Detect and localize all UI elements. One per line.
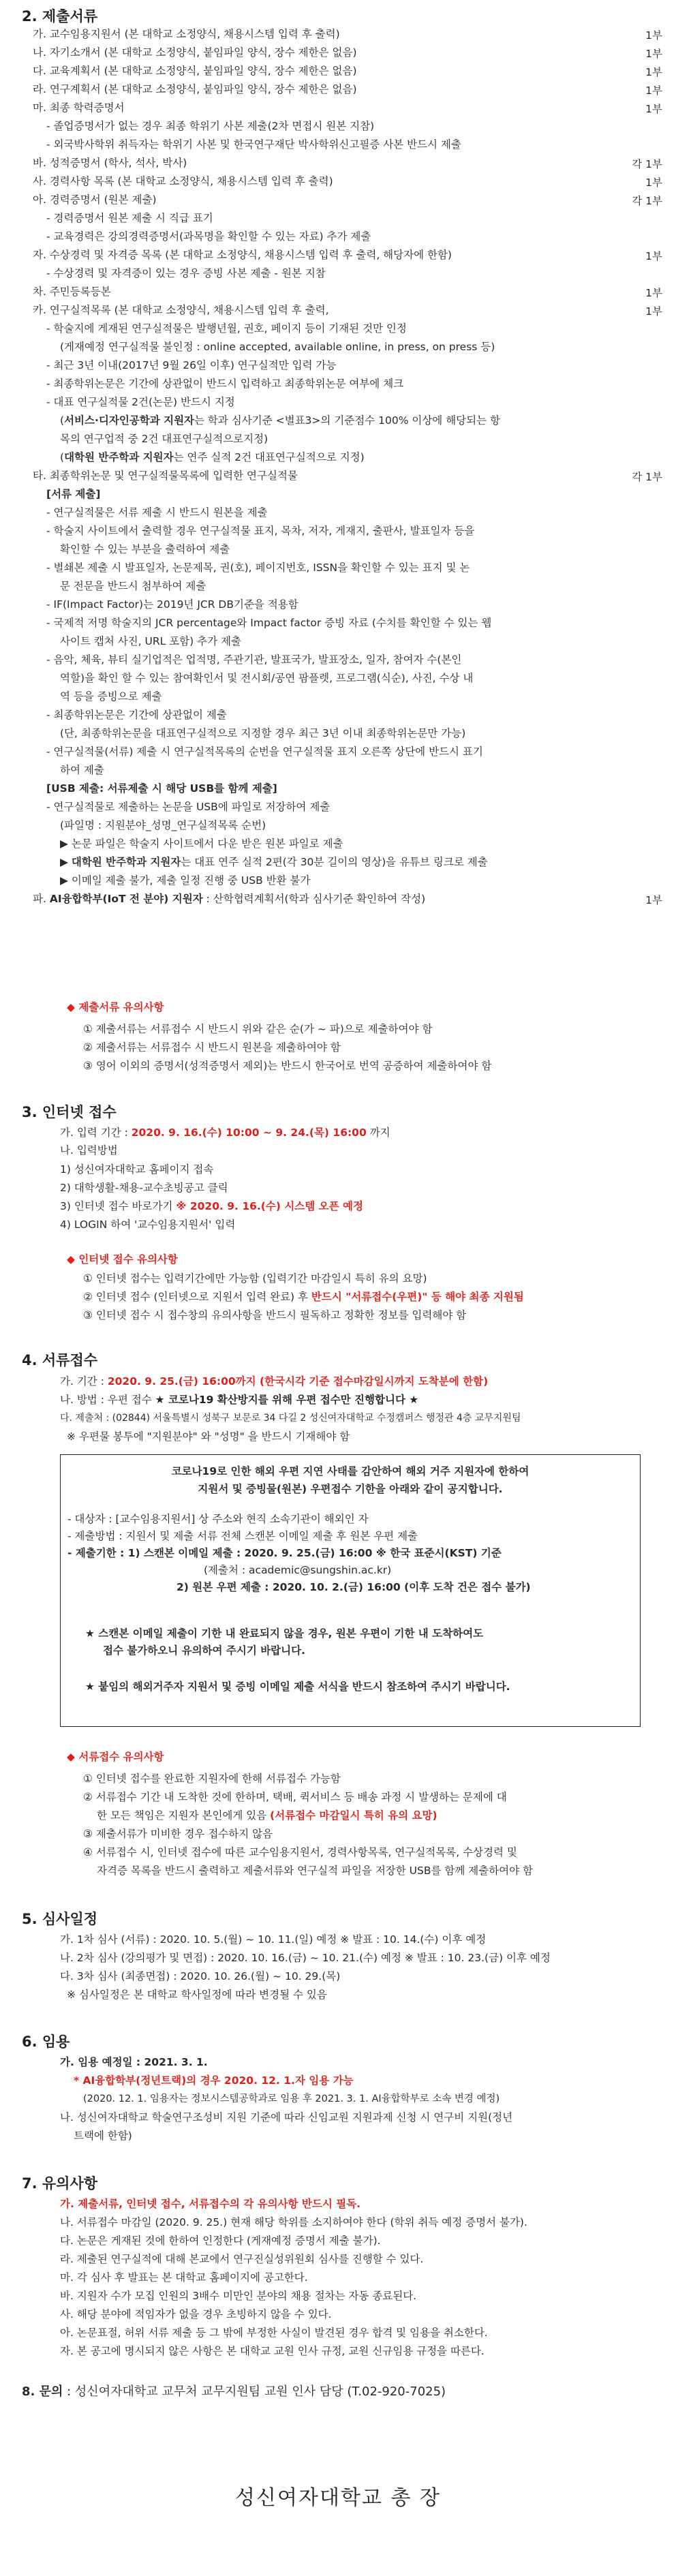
s2-row: 사. 경력사항 목록 (본 대학교 소정양식, 채용시스템 입력 후 출력) bbox=[33, 175, 333, 187]
s7-row-a: 가. 제출서류, 인터넷 접수, 서류접수의 각 유의사항 반드시 필독. bbox=[60, 2198, 361, 2210]
s7-row: 아. 논문표절, 허위 서류 제출 등 그 밖에 부정한 사실이 발견된 경우 합격 및 임용을 취소한다. bbox=[60, 2327, 488, 2339]
s2-row: 역할)을 확인 할 수 있는 참여확인서 및 전시회/공연 팜플렛, 프로그램(식순), 사진, 수상 내 bbox=[60, 672, 474, 684]
s2-row: ▶ 논문 파일은 학술지 사이트에서 다운 받은 원본 파일로 제출 bbox=[60, 838, 343, 850]
box-warning-2: ★ 붙임의 해외거주자 지원서 및 증빙 이메일 제출 서식을 반드시 참조하여 주시기 바랍니다. bbox=[85, 1681, 510, 1693]
section-2-title: 2. 제출서류 bbox=[22, 8, 98, 25]
s2-row: 카. 연구실적목록 (본 대학교 소정양식, 채용시스템 입력 후 출력, bbox=[33, 304, 329, 316]
s7-row: 자. 본 공고에 명시되지 않은 사항은 본 대학교 교원 인사 규정, 교원 신규임용 규정을 따른다. bbox=[60, 2345, 485, 2357]
s2-row: (서비스·디자인공학과 지원자는 학과 심사기준 <별표3>의 기준점수 100% 이상에 해당되는 항 bbox=[60, 414, 501, 427]
s2-row: (대학원 반주학과 지원자는 연주 실적 2건 대표연구실적으로 지정) bbox=[60, 451, 365, 463]
s2-row: 역 등을 증빙으로 제출 bbox=[60, 690, 162, 703]
s2-row-quantity: 각 1부 bbox=[632, 471, 662, 483]
s2-row-quantity: 1부 bbox=[645, 287, 662, 299]
s2-row: 하여 제출 bbox=[60, 764, 104, 776]
s3-step-2: 2) 대학생활-채용-교수초빙공고 클릭 bbox=[60, 1182, 228, 1194]
s4-notice-4b: 자격증 목록을 반드시 출력하고 제출서류와 연구실적 파일을 저장한 USB를 함께 제출하여야 함 bbox=[97, 1865, 534, 1877]
s2-row: 바. 성적증명서 (학사, 석사, 박사) bbox=[33, 157, 187, 169]
box-heading-2: 지원서 및 증빙물(원본) 우편접수 기한을 아래와 같이 공지합니다. bbox=[198, 1483, 503, 1495]
s5-row-2: 나. 2차 심사 (강의평가 및 면접) : 2020. 10. 16.(금) ~ 10. 21.(수) 예정 ※ 발표 : 10. 23.(금) 이후 예정 bbox=[60, 1952, 551, 1964]
section-6-title: 6. 임용 bbox=[22, 2034, 70, 2050]
s2-row-quantity: 1부 bbox=[645, 85, 662, 97]
s2-notice-2: ② 제출서류는 서류접수 시 반드시 원본을 제출하여야 함 bbox=[83, 1041, 341, 1054]
s7-row: 나. 서류접수 마감일 (2020. 9. 25.) 현재 해당 학위를 소지하여야 한다 (학위 취득 예정 증명서 불가). bbox=[60, 2216, 527, 2228]
s4-method: 나. 방법 : 우편 접수 ★ 코로나19 확산방지를 위해 우편 접수만 진행합니다 ★ bbox=[60, 1394, 419, 1406]
section-5-title: 5. 심사일정 bbox=[22, 1911, 98, 1927]
s2-row: 가. 교수임용지원서 (본 대학교 소정양식, 채용시스템 입력 후 출력) bbox=[33, 28, 340, 40]
s4-notice-title: ◆ 서류접수 유의사항 bbox=[67, 1751, 164, 1763]
s2-row: - 연구실적물로 제출하는 논문을 USB에 파일로 저장하여 제출 bbox=[46, 801, 331, 813]
box-deadline-2: 2) 원본 우편 제출 : 2020. 10. 2.(금) 16:00 (이후 도착 건은 접수 불가) bbox=[176, 1581, 531, 1593]
s6-date: 가. 임용 예정일 : 2021. 3. 1. bbox=[60, 2056, 208, 2068]
s5-note: ※ 심사일정은 본 대학교 학사일정에 따라 변경될 수 있음 bbox=[67, 1989, 327, 2001]
s2-row-quantity: 1부 bbox=[645, 66, 662, 78]
s3-notice-title: ◆ 인터넷 접수 유의사항 bbox=[67, 1253, 178, 1266]
s2-row: - 연구실적물은 서류 제출 시 반드시 원본을 제출 bbox=[46, 506, 268, 519]
s2-row-quantity: 1부 bbox=[645, 29, 662, 42]
s2-row: 파. AI융합학부(IoT 전 분야) 지원자 : 산학협력계획서(학과 심사기준 확인하여 작성) bbox=[33, 893, 426, 905]
s4-notice-3: ③ 제출서류가 미비한 경우 접수하지 않음 bbox=[83, 1828, 273, 1840]
s2-row: [서류 제출] bbox=[46, 488, 101, 500]
section-7-title: 7. 유의사항 bbox=[22, 2175, 98, 2192]
s2-row: - 국제적 저명 학술지의 JCR percentage와 Impact factor 증빙 자료 (수치를 확인할 수 있는 웹 bbox=[46, 617, 492, 629]
s5-row-3: 다. 3차 심사 (최종면접) : 2020. 10. 26.(월) ~ 10. 29.(목) bbox=[60, 1970, 341, 1982]
s2-row: - 교육경력은 강의경력증명서(과목명을 확인할 수 있는 자료) 추가 제출 bbox=[46, 230, 371, 243]
s4-notice-1: ① 인터넷 접수를 완료한 지원자에 한해 서류접수 가능함 bbox=[83, 1773, 341, 1785]
s2-row: (단, 최종학위논문을 대표연구실적으로 지정할 경우 최근 3년 이내 최종학위논문만 가능) bbox=[60, 727, 466, 739]
s6-ai-note: * AI융합학부(정년트랙)의 경우 2020. 12. 1.자 임용 가능 bbox=[74, 2074, 354, 2087]
s6-ai-note-detail: (2020. 12. 1. 임용자는 정보시스템공학과로 임용 후 2021. 3. 1. AI융합학부로 소속 변경 예정) bbox=[83, 2094, 500, 2104]
s2-row-quantity: 1부 bbox=[645, 103, 662, 115]
s2-row: (게재예정 연구실적물 불인정 : online accepted, available online, in press, on press 등) bbox=[60, 341, 495, 353]
s2-row: - 경력증명서 원본 제출 시 직급 표기 bbox=[46, 212, 213, 224]
section-8-inquiry: 8. 문의 : 성신여자대학교 교무처 교무지원팀 교원 인사 담당 (T.02-920-7025) bbox=[22, 2385, 446, 2399]
s4-period: 가. 기간 : 2020. 9. 25.(금) 16:00까지 (한국시각 기준 접수마감일시까지 도착분에 한함) bbox=[60, 1375, 489, 1387]
s3-period: 가. 입력 기간 : 2020. 9. 16.(수) 10:00 ~ 9. 24.(목) 16:00 까지 bbox=[60, 1126, 390, 1139]
section-4-title: 4. 서류접수 bbox=[22, 1352, 98, 1368]
s2-row-quantity: 각 1부 bbox=[632, 158, 662, 170]
s7-row: 라. 제출된 연구실적에 대해 본교에서 연구진실성위원회 심사를 진행할 수 있다. bbox=[60, 2253, 424, 2265]
s2-row: 아. 경력증명서 (원본 제출) bbox=[33, 194, 157, 206]
s3-notice-1: ① 인터넷 접수는 입력기간에만 가능함 (입력기간 마감일시 특히 유의 요망) bbox=[83, 1272, 427, 1285]
s2-row: - 학술지 사이트에서 출력할 경우 연구실적물 표지, 목차, 저자, 게재지, 출판사, 발표일자 등을 bbox=[46, 525, 475, 537]
s2-row: 확인할 수 있는 부분을 출력하여 제출 bbox=[60, 543, 230, 555]
s4-notice-4a: ④ 서류접수 시, 인터넷 접수에 따른 교수임용지원서, 경력사항목록, 연구실적목록, 수상경력 및 bbox=[83, 1846, 517, 1858]
s2-row: - 최종학위논문은 기간에 상관없이 제출 bbox=[46, 709, 227, 721]
s7-row: 바. 지원자 수가 모집 인원의 3배수 미만인 분야의 채용 절차는 자동 종료된다. bbox=[60, 2290, 417, 2302]
s2-row: 마. 최종 학력증명서 bbox=[33, 102, 125, 114]
box-warning-1b: 접수 불가하오니 유의하여 주시기 바랍니다. bbox=[103, 1644, 305, 1657]
s2-row-quantity: 1부 bbox=[645, 177, 662, 189]
s2-row: (파일명 : 지원분야_성명_연구실적목록 순번) bbox=[60, 819, 266, 831]
box-warning-1a: ★ 스캔본 이메일 제출이 기한 내 완료되지 않을 경우, 원본 우편이 기한 내 도착하여도 bbox=[85, 1627, 484, 1640]
s2-row-quantity: 각 1부 bbox=[632, 195, 662, 207]
s2-notice-title: ◆ 제출서류 유의사항 bbox=[67, 1001, 164, 1013]
s4-address-note: ※ 우편물 봉투에 "지원분야" 와 "성명" 을 반드시 기재해야 함 bbox=[67, 1430, 350, 1443]
s2-row: - 대표 연구실적물 2건(논문) 반드시 지정 bbox=[46, 396, 235, 408]
s2-notice-1: ① 제출서류는 서류접수 시 반드시 위와 같은 순(가 ~ 파)으로 제출하여야 함 bbox=[83, 1023, 433, 1035]
s7-row: 사. 해당 분야에 적임자가 없을 경우 초빙하지 않을 수 있다. bbox=[60, 2308, 332, 2320]
s2-row: - 최근 3년 이내(2017년 9월 26일 이후) 연구실적만 입력 가능 bbox=[46, 359, 337, 371]
s2-row-quantity: 1부 bbox=[645, 48, 662, 60]
s2-notice-3: ③ 영어 이외의 증명서(성적증명서 제외)는 반드시 한국어로 번역 공증하여 제출하여야 함 bbox=[83, 1060, 492, 1072]
s2-row: - 음악, 체육, 뷰티 실기업적은 업적명, 주관기관, 발표국가, 발표장소, 일자, 참여자 수(본인 bbox=[46, 654, 462, 666]
s3-notice-2: ② 인터넷 접수 (인터넷으로 지원서 입력 완료) 후 반드시 "서류접수(우편)" 등 해야 최종 지원됨 bbox=[83, 1291, 524, 1303]
s2-row-quantity: 1부 bbox=[645, 305, 662, 318]
issuer-signature: 성신여자대학교 총 장 bbox=[235, 2486, 441, 2510]
s5-row-1: 가. 1차 심사 (서류) : 2020. 10. 5.(월) ~ 10. 11.(일) 예정 ※ 발표 : 10. 14.(수) 이후 예정 bbox=[60, 1933, 487, 1946]
s6-support-2: 트랙에 한함) bbox=[74, 2130, 132, 2142]
s3-step-4: 4) LOGIN 하여 '교수임용지원서' 입력 bbox=[60, 1218, 236, 1231]
box-email: (제출처 : academic@sungshin.ac.kr) bbox=[204, 1564, 392, 1576]
s2-row: 라. 연구계획서 (본 대학교 소정양식, 붙임파일 양식, 장수 제한은 없음) bbox=[33, 83, 357, 95]
s2-row: 나. 자기소개서 (본 대학교 소정양식, 붙임파일 양식, 장수 제한은 없음) bbox=[33, 46, 357, 59]
s2-row: 자. 수상경력 및 자격증 목록 (본 대학교 소정양식, 채용시스템 입력 후 출력, 해당자에 한함) bbox=[33, 249, 452, 261]
s2-row: 문 전문을 반드시 첨부하여 제출 bbox=[60, 580, 206, 592]
s2-row: [USB 제출: 서류제출 시 해당 USB를 함께 제출] bbox=[46, 782, 277, 795]
s2-row: - 최종학위논문은 기간에 상관없이 반드시 입력하고 최종학위논문 여부에 체크 bbox=[46, 378, 404, 390]
section-3-title: 3. 인터넷 접수 bbox=[22, 1104, 117, 1120]
s6-support-1: 나. 성신여자대학교 학술연구조성비 지원 기준에 따라 신임교원 지원과제 신청 시 연구비 지원(정년 bbox=[60, 2111, 513, 2123]
s4-address: 다. 제출처 : (02844) 서울특별시 성북구 보문로 34 다길 2 성신여자대학교 수정캠퍼스 행정관 4층 교무지원팀 bbox=[60, 1413, 521, 1424]
box-deadline-1: - 제출기한 : 1) 스캔본 이메일 제출 : 2020. 9. 25.(금) 16:00 ※ 한국 표준시(KST) 기준 bbox=[67, 1547, 502, 1559]
s2-row: 타. 최종학위논문 및 연구실적물목록에 입력한 연구실적물 bbox=[33, 470, 298, 482]
s4-notice-2b: 한 모든 책임은 지원자 본인에게 있음 (서류접수 마감일시 특히 유의 요망) bbox=[97, 1809, 437, 1822]
s3-step-3: 3) 인터넷 접수 바로가기 ※ 2020. 9. 16.(수) 시스템 오픈 예정 bbox=[60, 1200, 363, 1212]
box-target: - 대상자 : [교수임용지원서] 상 주소와 현직 소속기관이 해외인 자 bbox=[67, 1513, 369, 1525]
box-method: - 제출방법 : 지원서 및 제출 서류 전체 스캔본 이메일 제출 후 원본 우편 제출 bbox=[67, 1530, 418, 1542]
box-heading-1: 코로나19로 인한 해외 우편 지연 사태를 감안하여 해외 거주 지원자에 한하여 bbox=[171, 1465, 529, 1477]
s3-notice-3: ③ 인터넷 접수 시 접수창의 유의사항을 반드시 필독하고 정확한 정보를 입력해야 함 bbox=[83, 1309, 467, 1321]
s2-row: - 연구실적물(서류) 제출 시 연구실적목록의 순번을 연구실적물 표지 오른쪽 상단에 반드시 표기 bbox=[46, 746, 483, 758]
s2-row: - 학술지에 게재된 연구실적물은 발행년월, 권호, 페이지 등이 기재된 것만 인정 bbox=[46, 322, 407, 335]
s2-row: - IF(Impact Factor)는 2019년 JCR DB기준을 적용함 bbox=[46, 598, 298, 611]
overseas-applicant-box bbox=[60, 1454, 641, 1727]
s2-row: 차. 주민등록등본 bbox=[33, 286, 111, 298]
s2-row-quantity: 1부 bbox=[645, 894, 662, 906]
s2-row: 사이트 캡처 사진, URL 포함) 추가 제출 bbox=[60, 635, 241, 647]
s2-row: ▶ 이메일 제출 불가, 제출 일정 진행 중 USB 반환 불가 bbox=[60, 874, 311, 887]
s2-row: - 수상경력 및 자격증이 있는 경우 증빙 사본 제출 - 원본 지참 bbox=[46, 267, 326, 279]
s2-row: 다. 교육계획서 (본 대학교 소정양식, 붙임파일 양식, 장수 제한은 없음) bbox=[33, 65, 357, 77]
s2-row: - 졸업증명서가 없는 경우 최종 학위기 사본 제출(2차 면접시 원본 지참) bbox=[46, 120, 375, 132]
s2-row: - 외국박사학위 취득자는 학위기 사본 및 한국연구재단 박사학위신고필증 사본 반드시 제출 bbox=[46, 138, 461, 151]
s2-row: ▶ 대학원 반주학과 지원자는 대표 연주 실적 2편(각 30분 길이의 영상)을 유튜브 링크로 제출 bbox=[60, 856, 488, 868]
s3-method: 나. 입력방법 bbox=[60, 1144, 118, 1156]
s4-notice-2a: ② 서류접수 기간 내 도착한 것에 한하며, 택배, 퀵서비스 등 배송 과정 시 발생하는 문제에 대 bbox=[83, 1791, 507, 1803]
s2-row: - 별쇄본 제출 시 발표일자, 논문제목, 권(호), 페이지번호, ISSN을 확인할 수 있는 표지 및 논 bbox=[46, 562, 470, 574]
s7-row: 다. 논문은 게재된 것에 한하여 인정한다 (게재예정 증명서 제출 불가). bbox=[60, 2235, 381, 2247]
s2-row-quantity: 1부 bbox=[645, 250, 662, 262]
s3-step-1: 1) 성신여자대학교 홈페이지 접속 bbox=[60, 1163, 214, 1176]
s7-row: 마. 각 심사 후 발표는 본 대학교 홈페이지에 공고한다. bbox=[60, 2271, 308, 2284]
s2-row: 목의 연구업적 중 2건 대표연구실적으로지정) bbox=[60, 433, 268, 445]
